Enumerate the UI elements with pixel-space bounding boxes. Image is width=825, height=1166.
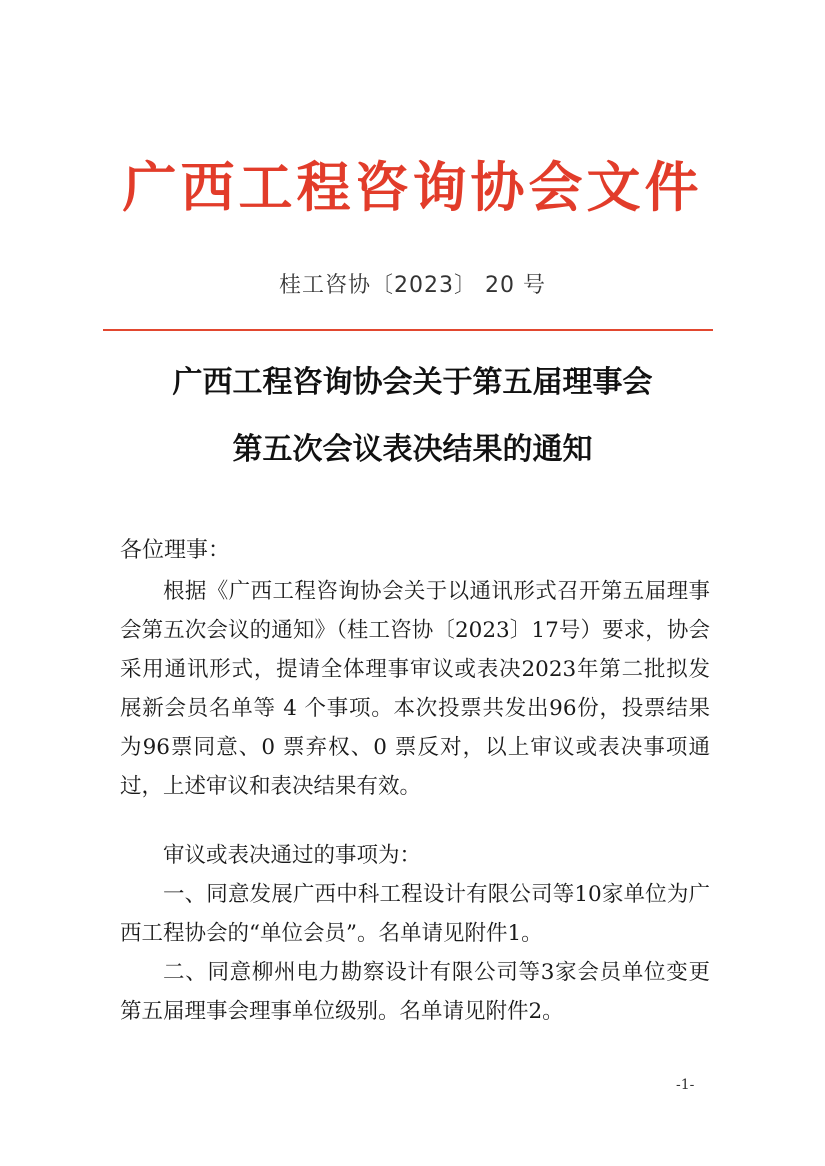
document-number: 桂工咨协〔2023〕 20 号 xyxy=(279,273,546,298)
body-paragraph-item-1: 一、同意发展广西中科工程设计有限公司等10家单位为广西工程协会的“单位会员”。名单请见附件1。 xyxy=(120,882,710,946)
body-paragraph-voting-result: 根据《广西工程咨询协会关于以通讯形式召开第五届理事会第五次会议的通知》（桂工咨协〔2023〕17号）要求，协会采用通讯形式，提请全体理事审议或表决2023年第二批拟发展新会员名单等 4 个事项。本次投票共发出96份，投票结果为96票同意、0 票弃权、0 票反对，以上审议或表决事项通过，上述审议和表决结果有效。 xyxy=(120,579,710,799)
red-divider-line xyxy=(103,329,713,331)
notice-title-line-1: 广西工程咨询协会关于第五届理事会 xyxy=(172,365,653,400)
notice-title-line-2: 第五次会议表决结果的通知 xyxy=(232,432,593,467)
masthead-title: 广西工程咨询协会文件 xyxy=(122,155,703,219)
body-paragraph-items-intro: 审议或表决通过的事项为： xyxy=(163,843,422,868)
page-number: -1- xyxy=(676,1077,695,1093)
body-paragraph-item-2: 二、同意柳州电力勘察设计有限公司等3家会员单位变更第五届理事会理事单位级别。名单请见附件2。 xyxy=(120,960,710,1024)
salutation: 各位理事： xyxy=(120,538,231,563)
